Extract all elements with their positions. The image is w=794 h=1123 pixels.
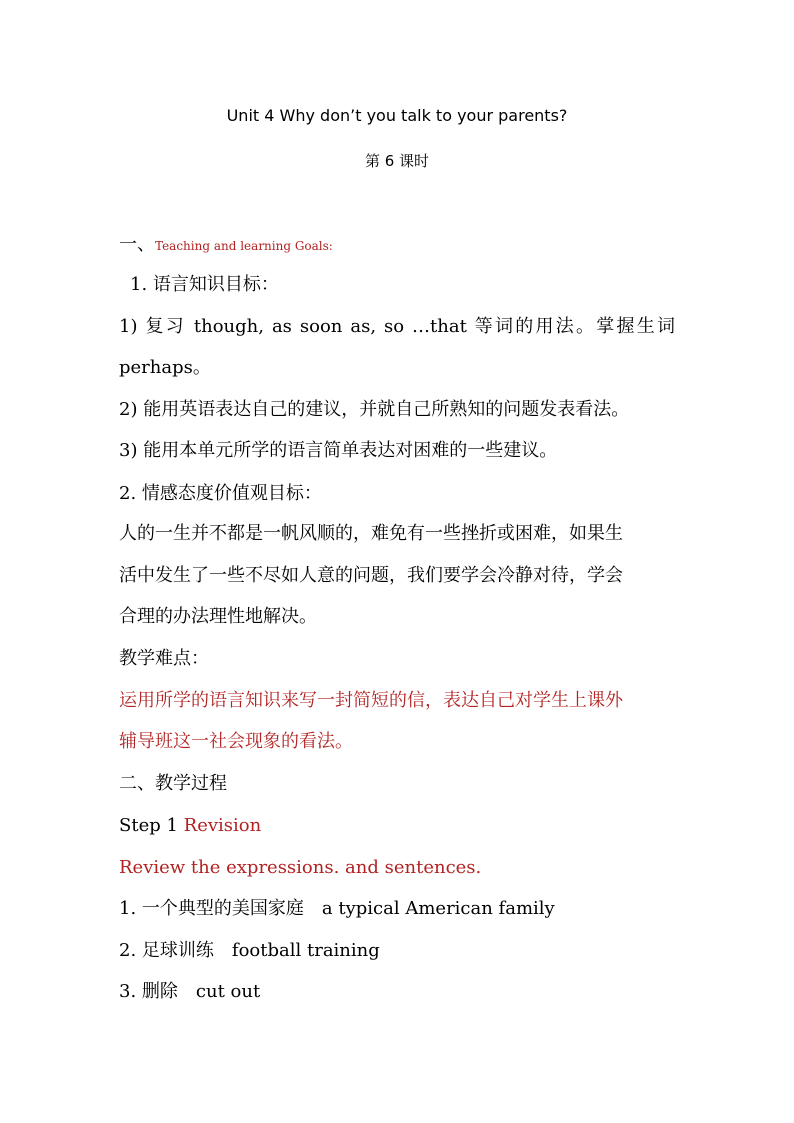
goal2-line-3: 合理的办法理性地解决。 <box>119 606 317 627</box>
expression-item <box>119 896 555 922</box>
goal2-line-1: 人的一生并不都是一帆风顺的，难免有一些挫折或困难，如果生 <box>119 523 623 544</box>
lesson-number: 第 6 课时 <box>364 152 430 170</box>
section1-prefix: 一、 <box>119 234 155 255</box>
goal1-item-1-cont: perhaps。 <box>119 357 211 378</box>
goal1-item-3: 3) 能用本单元所学的语言简单表达对困难的一些建议。 <box>119 440 558 461</box>
difficulty-line-1: 运用所学的语言知识来写一封简短的信，表达自己对学生上课外 <box>119 690 623 711</box>
expression-chinese: 一个典型的美国家庭 <box>141 898 304 919</box>
section1-heading <box>119 232 333 259</box>
expression-number: 1. <box>119 898 137 919</box>
expression-item <box>119 938 380 964</box>
expression-english: football training <box>231 940 380 961</box>
goal1-item-1: 1) 复习 though, as soon as, so …that 等词的用法。掌握生词 <box>119 316 675 337</box>
difficulty-line-2: 辅导班这一社会现象的看法。 <box>119 731 353 752</box>
step1-heading <box>119 813 261 839</box>
difficulty-title: 教学难点： <box>119 648 209 669</box>
page-title: Unit 4 Why don’t you talk to your parents? <box>226 106 568 125</box>
step1-name: Revision <box>183 815 262 836</box>
expression-item <box>119 979 260 1005</box>
review-instruction: Review the expressions. and sentences. <box>119 857 482 878</box>
expression-english: a typical American family <box>321 898 555 919</box>
expression-number: 2. <box>119 940 137 961</box>
step1-label: Step 1 <box>119 815 184 836</box>
goal2-title: 2. 情感态度价值观目标： <box>119 483 322 504</box>
section1-title: Teaching and learning Goals: <box>155 239 333 253</box>
expression-english: cut out <box>195 981 261 1002</box>
expression-chinese: 足球训练 <box>141 940 214 961</box>
expression-chinese: 删除 <box>141 981 178 1002</box>
expression-number: 3. <box>119 981 137 1002</box>
goal1-title: 1. 语言知识目标： <box>130 274 279 295</box>
goal1-item-2: 2) 能用英语表达自己的建议，并就自己所熟知的问题发表看法。 <box>119 399 630 420</box>
goal2-line-2: 活中发生了一些不尽如人意的问题，我们要学会冷静对待，学会 <box>119 565 623 586</box>
section2-title: 二、教学过程 <box>119 773 227 794</box>
